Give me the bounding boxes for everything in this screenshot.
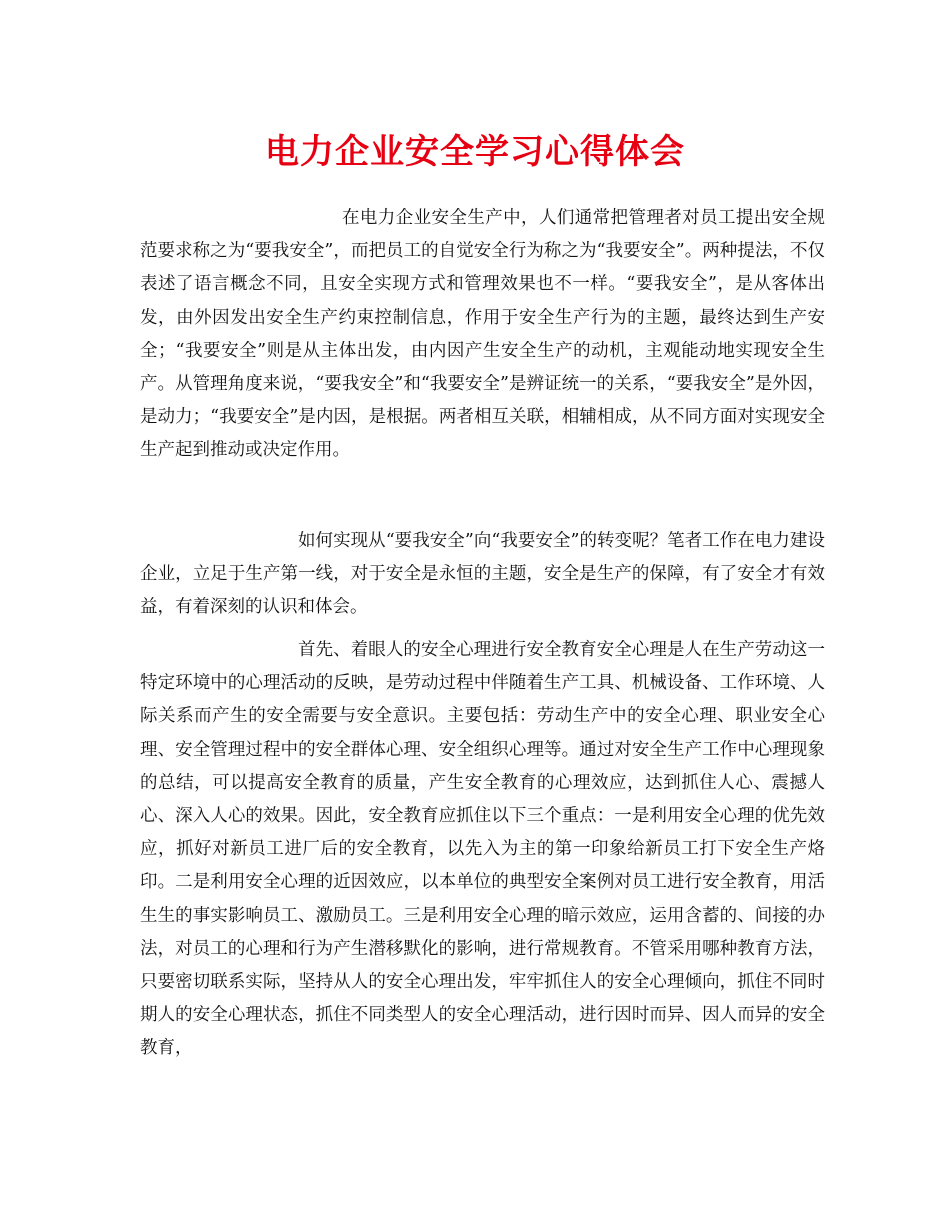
paragraph-2: 如何实现从“要我安全”向“我要安全”的转变呢？笔者工作在电力建设企业，立足于生产第一线，对于安全是永恒的主题，安全是生产的保障，有了安全才有效益，有着深刻的认识和体会。 [140, 531, 825, 618]
paragraph-3: 首先、着眼人的安全心理进行安全教育安全心理是人在生产劳动这一特定环境中的心理活动的反映，是劳动过程中伴随着生产工具、机械设备、工作环境、人际关系而产生的安全需要与安全意识。主要包括：劳动生产中的安全心理、职业安全心理、安全管理过程中的安全群体心理、安全组织心理等。通过对安全生产工作中心理现象的总结，可以提高安全教育的质量，产生安全教育的心理效应，达到抓住人心、震撼人心、深入人心的效果。因此，安全教育应抓住以下三个重点：一是利用安全心理的优先效应，抓好对新员工进厂后的安全教育，以先入为主的第一印象给新员工打下安全生产烙印。二是利用安全心理的近因效应，以本单位的典型安全案例对员工进行安全教育，用活生生的事实影响员工、激励员工。三是利用安全心理的暗示效应，运用含蓄的、间接的办法，对员工的心理和行为产生潜移默化的影响，进行常规教育。不管采用哪种教育方法，只要密切联系实际，坚持从人的安全心理出发，牢牢抓住人的安全心理倾向，抓住不同时期人的安全心理状态，抓住不同类型人的安全心理活动，进行因时而异、因人而异的安全教育， [140, 640, 825, 1059]
document-title: 电力企业安全学习心得体会 [265, 132, 685, 172]
paragraph-1: 在电力企业安全生产中，人们通常把管理者对员工提出安全规范要求称之为“要我安全”，而把员工的自觉安全行为称之为“我要安全”。两种提法，不仅表述了语言概念不同，且安全实现方式和管理效果也不一样。“要我安全”，是从客体出发，由外因发出安全生产约束控制信息，作用于安全生产行为的主题，最终达到生产安全；“我要安全”则是从主体出发，由内因产生安全生产的动机，主观能动地实现安全生产。从管理角度来说，“要我安全”和“我要安全”是辨证统一的关系，“要我安全”是外因，是动力；“我要安全”是内因，是根据。两者相互关联，相辅相成，从不同方面对实现安全生产起到推动或决定作用。 [140, 208, 825, 461]
